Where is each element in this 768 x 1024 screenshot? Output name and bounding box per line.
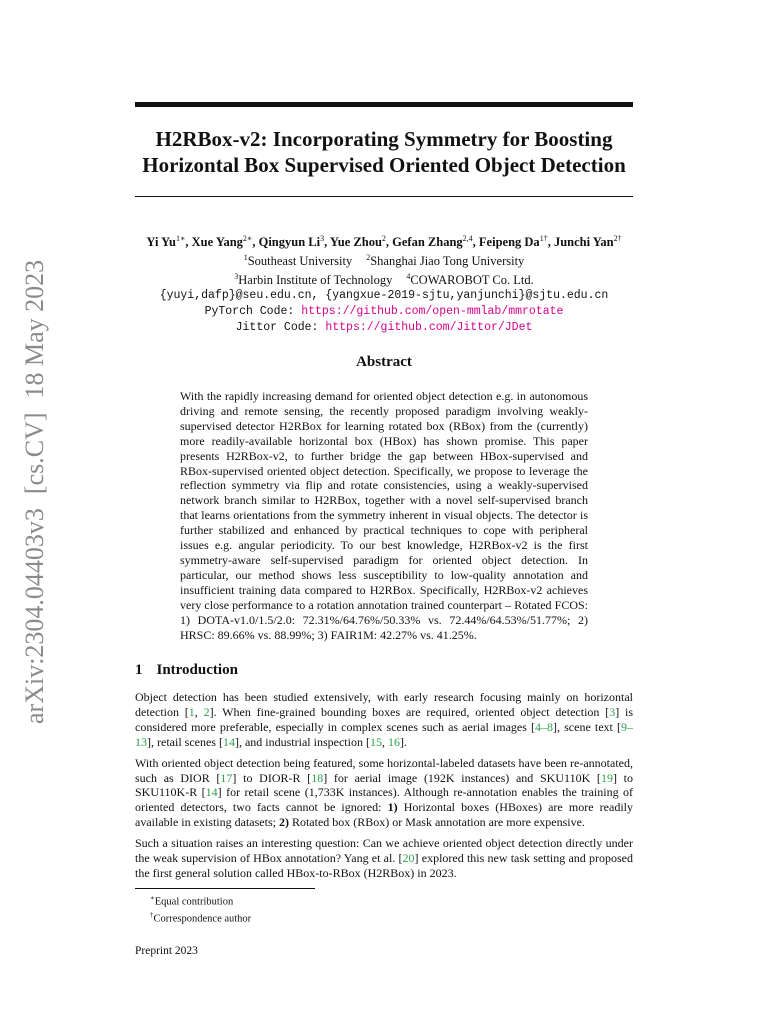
arxiv-id: arXiv:2304.04403v3 bbox=[20, 508, 49, 724]
citation-link[interactable]: 4–8 bbox=[535, 719, 554, 734]
section-number: 1 bbox=[135, 662, 143, 678]
footnotes bbox=[150, 892, 251, 926]
author-name: Gefan Zhang bbox=[392, 235, 463, 250]
citation-link[interactable]: 9–13 bbox=[135, 719, 633, 749]
affiliation-line-1: $^1$Southeast University $^2$Shanghai Jiao Tong University bbox=[243, 253, 525, 269]
author-name: Yue Zhou bbox=[329, 235, 382, 250]
footnote-equal-contribution: ∗Equal contribution bbox=[150, 894, 234, 908]
paper-title bbox=[120, 126, 648, 178]
citation-link[interactable]: 2 bbox=[203, 704, 210, 719]
title-line-2: Horizontal Box Supervised Oriented Object Detection bbox=[142, 153, 626, 177]
title-rule-top bbox=[135, 102, 633, 107]
author-name: Yi Yu bbox=[146, 235, 176, 250]
author-name: Qingyun Li bbox=[258, 235, 321, 250]
affiliation: Shanghai Jiao Tong University bbox=[370, 254, 525, 269]
footnote-correspondence: †Correspondence author bbox=[150, 911, 252, 925]
preprint-label: Preprint 2023 bbox=[135, 945, 198, 957]
author-block bbox=[100, 231, 668, 336]
jittor-code-label: Jittor Code: bbox=[235, 321, 319, 335]
author-name: Junchi Yan bbox=[553, 235, 614, 250]
affiliation: Harbin Institute of Technology bbox=[238, 273, 393, 288]
affiliation: COWAROBOT Co. Ltd. bbox=[410, 273, 534, 288]
citation-link[interactable]: 15 bbox=[369, 734, 382, 749]
citation-link[interactable]: 20 bbox=[402, 851, 415, 866]
citation-link[interactable]: 1 bbox=[188, 704, 195, 719]
citation-link[interactable]: 17 bbox=[220, 770, 233, 785]
arxiv-category: [cs.CV] bbox=[20, 412, 49, 495]
abstract-heading: Abstract bbox=[356, 354, 412, 370]
intro-paragraph-1: Object detection has been studied extensively, with early research focusing mainly on horizontal detection [1, 2]. When fine-grained bounding boxes are required, oriented object detection [3] is considered more preferable, especially in complex scenes such as aerial images [4–8], scene text [9–13], retail scenes [14], and industrial inspection [15, 16]. bbox=[135, 690, 634, 749]
citation-link[interactable]: 14 bbox=[222, 734, 235, 749]
pytorch-code-label: PyTorch Code: bbox=[204, 305, 295, 319]
author-name: Feipeng Da bbox=[478, 235, 540, 250]
intro-paragraph-3: Such a situation raises an interesting question: Can we achieve oriented object detection directly under the weak supervision of HBox annotation? Yang et al. [20] explored this new task setting and proposed the first general solution called HBox-to-RBox (H2RBox) in 2023. bbox=[135, 836, 633, 880]
citation-link[interactable]: 18 bbox=[311, 770, 324, 785]
title-line-1: H2RBox-v2: Incorporating Symmetry for Boosting bbox=[155, 127, 613, 151]
intro-paragraph-2: With oriented object detection being featured, some horizontal-labeled datasets have been re-annotated, such as DIOR [17] to DIOR-R [18] for aerial image (192K instances) and SKU110K [19] to SKU110K-R [14] for retail scene (1,733K instances). Although re-annotation enables the training of oriented detectors, two facts cannot be ignored: 1) Horizontal boxes (HBoxes) are more readily available in existing datasets; 2) Rotated box (RBox) or Mask annotation are more expensive. bbox=[135, 755, 633, 830]
pytorch-code-link[interactable]: https://github.com/open-mmlab/mmrotate bbox=[301, 305, 564, 319]
citation-link[interactable]: 19 bbox=[600, 770, 613, 785]
footnote-rule bbox=[135, 888, 315, 889]
pytorch-code-line bbox=[100, 304, 668, 320]
arxiv-stamp bbox=[18, 259, 52, 724]
arxiv-date: 18 May 2023 bbox=[20, 259, 49, 399]
author-list: Yi $Yu^{1∗}$, Xue Yang$^{2∗}$, Qingyun Li$^3$, Yue Zhou$^2$, Gefan Zhang$^{2,4}$, Feipeng $Da^{1\dagger}$, Junchi Yan$^{2\dagger}$ bbox=[146, 234, 622, 250]
abstract-text: With the rapidly increasing demand for oriented object detection e.g. in autonomous driving and remote sensing, the recently proposed paradigm involving weakly-supervised detector H2RBox for learning rotated box (RBox) from the (currently) more readily-available horizontal box (HBox) has shown promise. This paper presents H2RBox-v2, to further bridge the gap between HBox-supervised and RBox-supervised oriented object detection. Specifically, we propose to leverage the reflection symmetry via flip and rotate consistencies, using a weakly-supervised network branch similar to H2RBox, together with a novel self-supervised branch that learns orientations from the symmetry inherent in visual objects. The detector is further stabilized and enhanced by practical techniques to cope with peripheral issues e.g. angular periodicity. To our best knowledge, H2RBox-v2 is the first symmetry-aware self-supervised paradigm for oriented object detection. In particular, our method shows less susceptibility to low-quality annotation and insufficient training data compared to H2RBox. Specifically, H2RBox-v2 achieves very close performance to a rotation annotation trained counterpart – Rotated FCOS: 1) DOTA-v1.0/1.5/2.0: 72.31%/64.76%/50.33% vs. 72.44%/64.53%/51.77%; 2) HRSC: 89.66% vs. 88.99%; 3) FAIR1M: 42.27% vs. 41.25%. bbox=[180, 389, 588, 642]
citation-link[interactable]: 16 bbox=[387, 734, 400, 749]
emails: {yuyi,dafp}@seu.edu.cn, {yangxue-2019-sjtu,yanjunchi}@sjtu.edu.cn bbox=[159, 289, 609, 303]
introduction-body bbox=[135, 690, 633, 887]
section-heading-introduction bbox=[135, 662, 238, 679]
title-rule-bottom bbox=[135, 196, 633, 197]
citation-link[interactable]: 14 bbox=[205, 785, 218, 800]
author-name: Xue Yang bbox=[191, 235, 243, 250]
citation-link[interactable]: 3 bbox=[609, 704, 616, 719]
jittor-code-line bbox=[100, 320, 668, 336]
section-title: Introduction bbox=[156, 662, 238, 678]
affiliation-line-2: $^3$Harbin Institute of Technology $^4$COWAROBOT Co. Ltd. bbox=[234, 272, 534, 288]
jittor-code-link[interactable]: https://github.com/Jittor/JDet bbox=[325, 321, 533, 335]
affiliation: Southeast University bbox=[247, 254, 353, 269]
